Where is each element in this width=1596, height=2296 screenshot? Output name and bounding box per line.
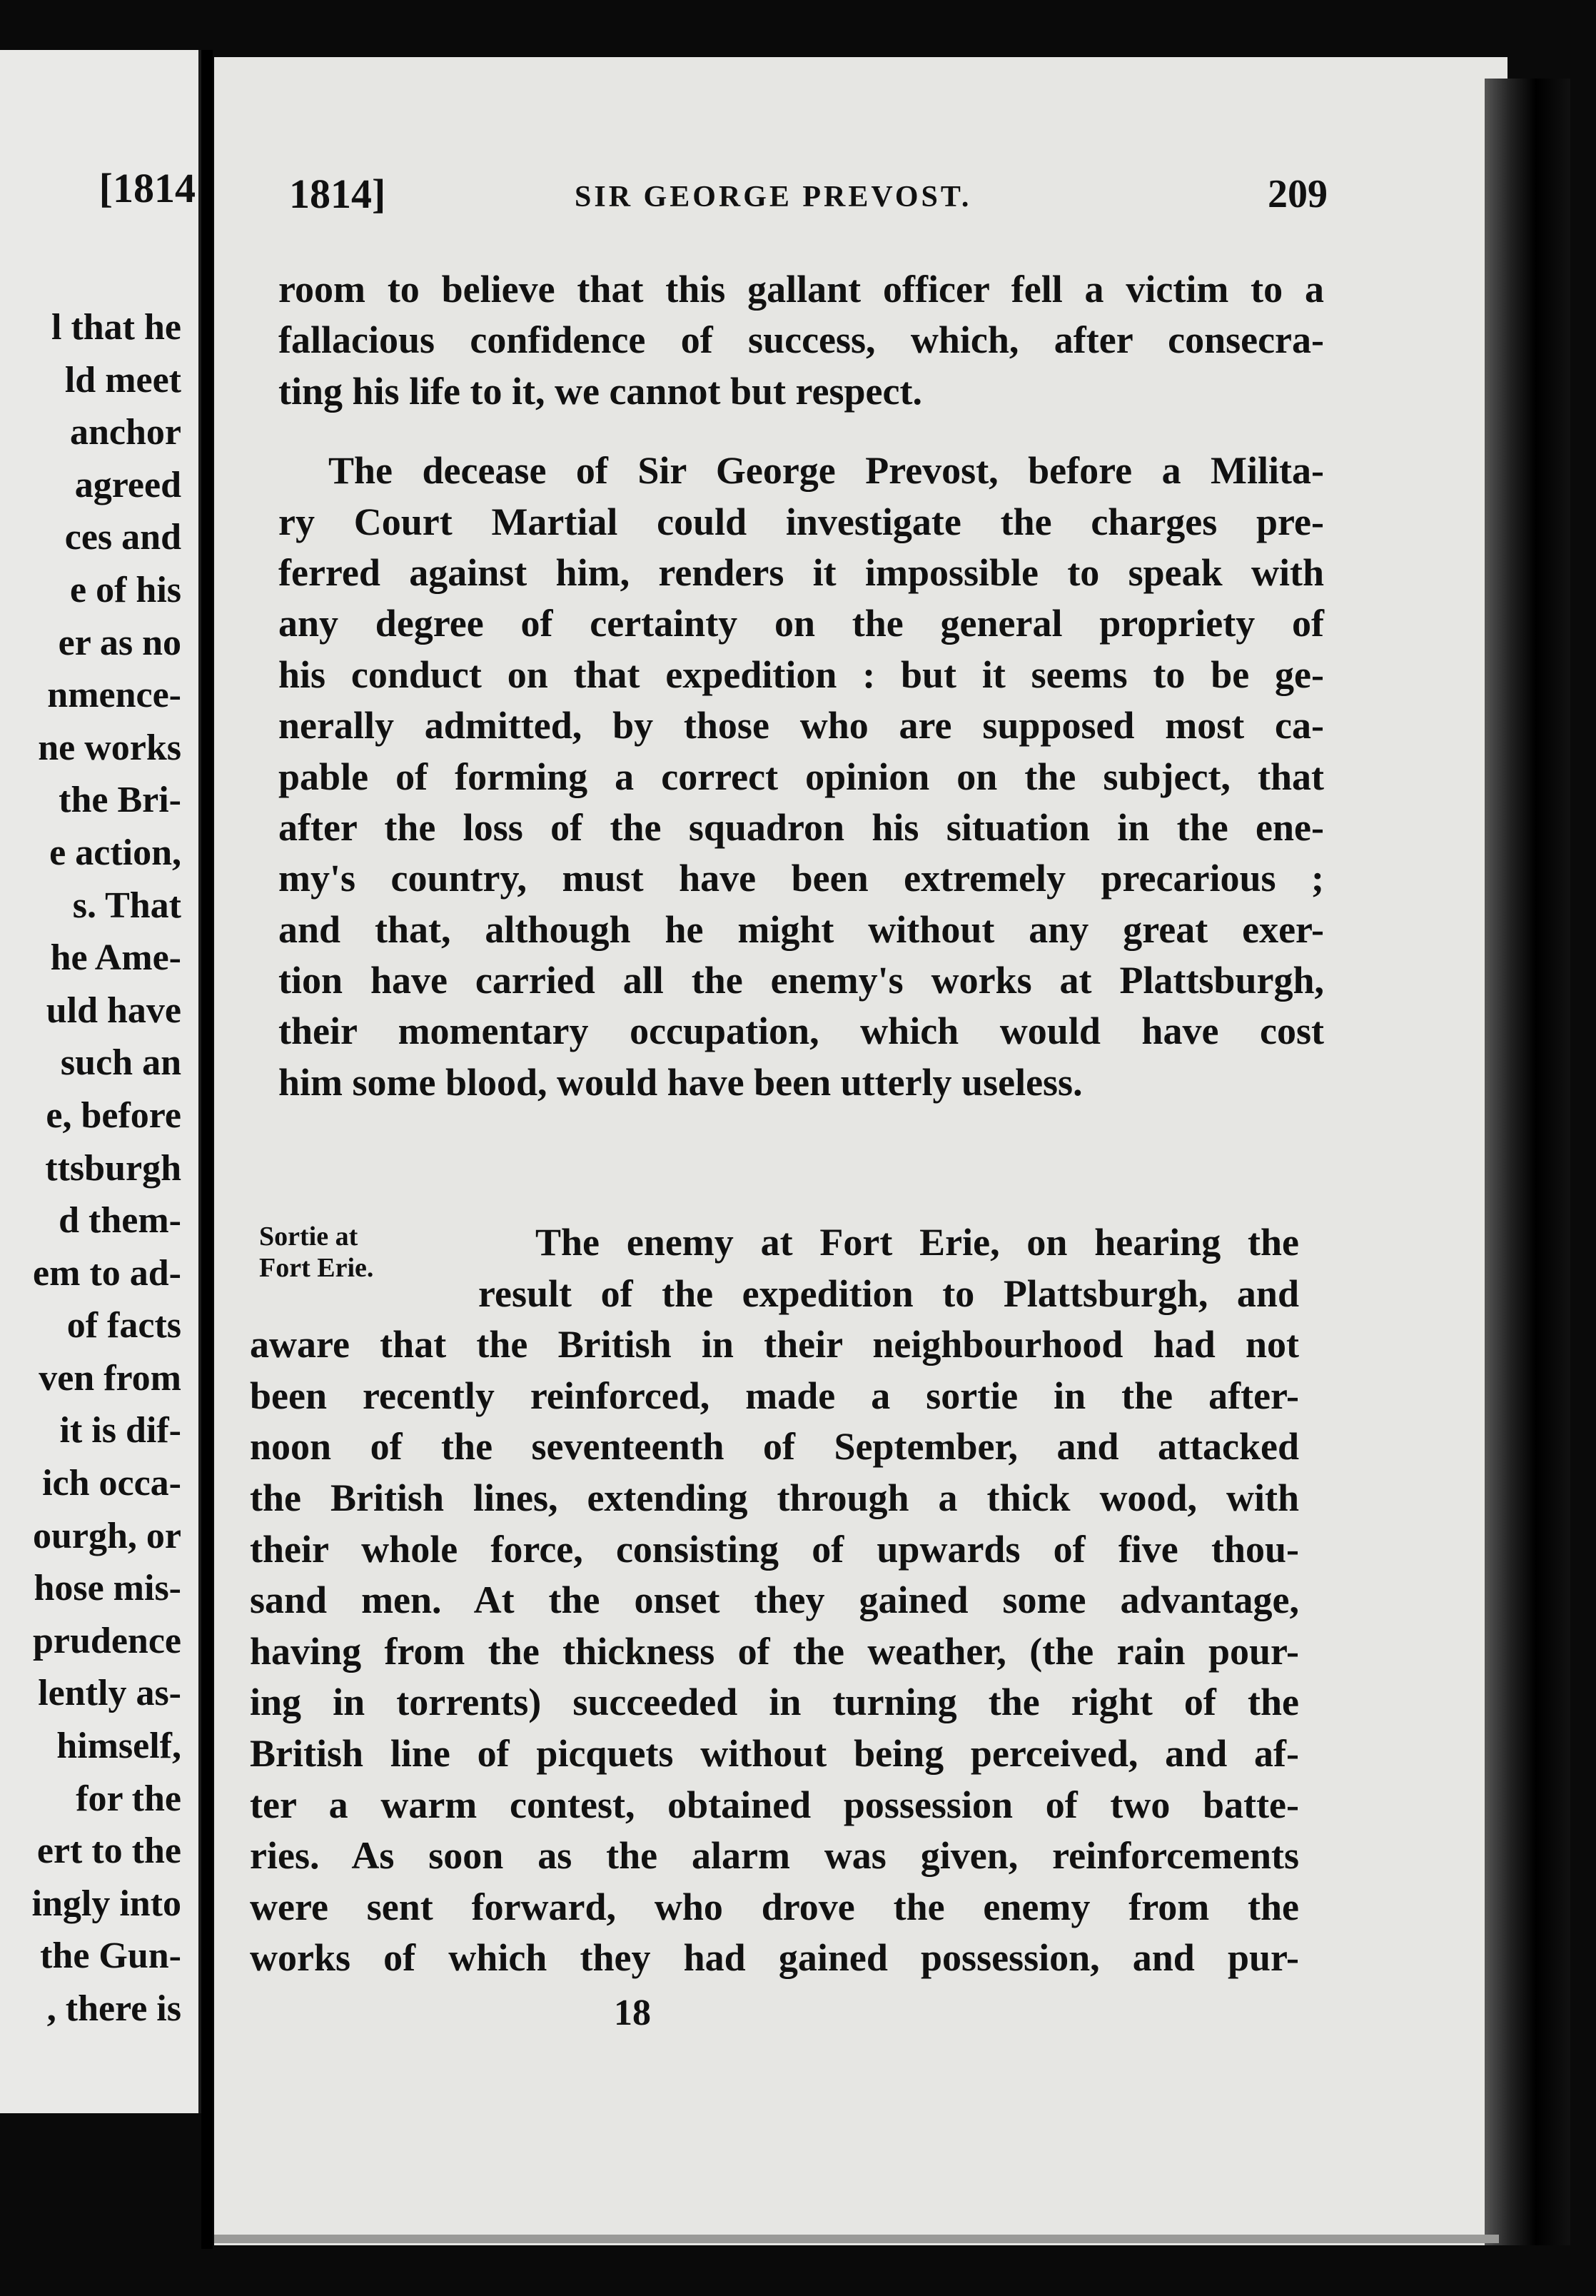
paragraph-3-line: having from the thickness of the weather, (the rain pour-	[250, 1629, 1299, 1673]
paragraph-3-line: the British lines, extending through a thick wood, with	[250, 1476, 1299, 1519]
paragraph-3-line: aware that the British in their neighbourhood had not	[250, 1323, 1299, 1366]
book-gutter	[201, 50, 213, 2249]
paragraph-3-line: result of the expedition to Plattsburgh, and	[478, 1272, 1299, 1315]
paragraph-3-line: sand men. At the onset they gained some advantage,	[250, 1578, 1299, 1622]
left-line: ces and	[64, 517, 181, 558]
left-line: , there is	[46, 1988, 181, 2029]
paragraph-2-line: and that, although he might without any great exer-	[278, 907, 1324, 951]
running-head-year: 1814]	[289, 171, 386, 217]
left-line: such an	[60, 1042, 181, 1084]
paragraph-3-line: The enemy at Fort Erie, on hearing the	[535, 1221, 1299, 1264]
left-line: agreed	[74, 464, 181, 505]
left-line: he Ame-	[50, 937, 181, 979]
page-number: 209	[1268, 172, 1328, 216]
paragraph-2-line: nerally admitted, by those who are supposed most ca-	[278, 704, 1324, 747]
running-head-title: SIR GEORGE PREVOST.	[575, 181, 972, 213]
left-line: the Bri-	[59, 780, 181, 821]
left-line: ttsburgh	[45, 1147, 181, 1189]
left-line: l that he	[51, 307, 181, 348]
paragraph-2-line: ry Court Martial could investigate the charges pre-	[278, 500, 1324, 543]
left-line: himself,	[56, 1726, 181, 1767]
left-line: ourgh, or	[33, 1515, 181, 1556]
body-text-lower	[250, 1217, 1299, 1984]
paragraph-3-line: were sent forward, who drove the enemy from the	[250, 1885, 1299, 1928]
left-line: e of his	[70, 569, 181, 610]
left-line: e, before	[46, 1094, 181, 1136]
left-facing-page	[0, 50, 201, 2113]
paragraph-2-line: their momentary occupation, which would have cost	[278, 1009, 1324, 1053]
paragraph-2-line: tion have carried all the enemy's works at Plattsburgh,	[278, 959, 1324, 1002]
body-text-upper	[278, 264, 1324, 1108]
left-line: for the	[76, 1778, 181, 1819]
left-running-head: [1814	[99, 165, 196, 211]
left-line: ich occa-	[42, 1463, 181, 1504]
left-line: of facts	[66, 1305, 181, 1346]
paragraph-2-line: after the loss of the squadron his situation in the ene-	[278, 805, 1324, 849]
left-line: ven from	[39, 1357, 181, 1399]
running-head	[289, 170, 1328, 227]
left-line: ld meet	[64, 359, 181, 401]
paragraph-2-line: The decease of Sir George Prevost, before a Milita-	[328, 449, 1324, 493]
paragraph-3-line: British line of picquets without being perceived, and af-	[250, 1731, 1299, 1775]
left-line: prudence	[33, 1620, 181, 1661]
paragraph-3-line: ing in torrents) succeeded in turning the right of the	[250, 1681, 1299, 1724]
left-line: lently as-	[38, 1673, 181, 1714]
marginal-note-line: Sortie at	[259, 1222, 358, 1252]
left-line: hose mis-	[34, 1568, 181, 1609]
left-line: nmence-	[47, 675, 181, 716]
left-line: anchor	[70, 412, 181, 453]
paragraph-1-line: ting his life to it, we cannot but respect.	[278, 369, 922, 413]
paragraph-1-line: room to believe that this gallant officer fell a victim to a	[278, 268, 1324, 311]
left-line: ingly into	[31, 1883, 181, 1924]
paragraph-1-line: fallacious confidence of success, which, after consecra-	[278, 318, 1324, 362]
paragraph-2-line: ferred against him, renders it impossible to speak with	[278, 550, 1324, 594]
page-edge-shadow	[1485, 79, 1570, 2245]
left-line: em to ad-	[33, 1252, 181, 1294]
paragraph-3-line: works of which they had gained possession, and pur-	[250, 1936, 1299, 1980]
left-line: it is dif-	[59, 1410, 181, 1451]
paragraph-3-line: their whole force, consisting of upwards of five thou-	[250, 1527, 1299, 1571]
paragraph-3-line: ter a warm contest, obtained possession of two batte-	[250, 1783, 1299, 1826]
paragraph-2-line: his conduct on that expedition : but it seems to be ge-	[278, 653, 1324, 696]
marginal-note-line: Fort Erie.	[259, 1253, 374, 1283]
left-line: uld have	[46, 990, 181, 1031]
paragraph-2-line: him some blood, would have been utterly useless.	[278, 1060, 1083, 1104]
paragraph-2-line: pable of forming a correct opinion on the subject, that	[278, 755, 1324, 798]
paragraph-3-line: ries. As soon as the alarm was given, reinforcements	[250, 1834, 1299, 1878]
paragraph-2-line: any degree of certainty on the general propriety of	[278, 602, 1324, 645]
left-page-text	[32, 301, 182, 2035]
paragraph-3-line: noon of the seventeenth of September, and attacked	[250, 1425, 1299, 1469]
left-line: the Gun-	[40, 1935, 181, 1977]
left-line: s. That	[72, 885, 181, 926]
paragraph-3-line: been recently reinforced, made a sortie in the after-	[250, 1374, 1299, 1417]
left-line: e action,	[49, 832, 181, 873]
page-bottom-edge	[214, 2235, 1499, 2243]
paragraph-2-line: my's country, must have been extremely precarious ;	[278, 857, 1324, 900]
signature-mark: 18	[614, 1993, 651, 2033]
left-line: d them-	[59, 1200, 181, 1242]
left-line: ert to the	[36, 1831, 181, 1872]
left-line: ne works	[38, 727, 181, 768]
left-line: er as no	[58, 622, 181, 663]
